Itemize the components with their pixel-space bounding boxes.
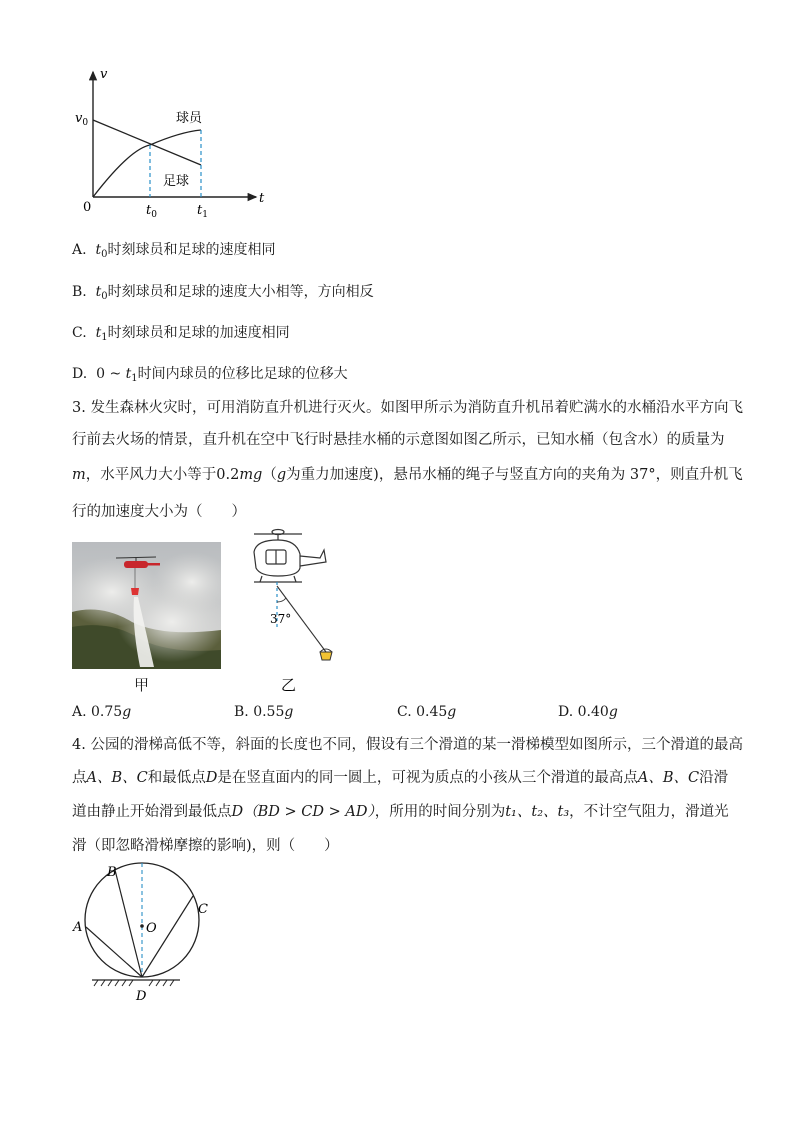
v-axis-label: v: [100, 67, 108, 82]
q3-line-4: 行的加速度大小为（ ）: [72, 504, 246, 520]
ball-line: [93, 120, 201, 165]
helicopter-schematic-icon: [254, 530, 326, 583]
q4-line-4: 滑（即忽略滑梯摩擦的影响)，则（ ）: [72, 838, 339, 854]
q3-line-3: m，水平风力大小等于0.2mg（g为重力加速度)，悬吊水桶的绳子与竖直方向的夹角为 37°，则直升机飞: [72, 467, 743, 483]
label-d: D: [136, 989, 147, 1004]
t1-label: $t_1$: [197, 203, 208, 220]
t0-label: $t_0$: [146, 203, 157, 220]
label-b: B: [107, 865, 117, 880]
q3-option-c[interactable]: C. 0.45g: [397, 704, 457, 720]
fig-b-label: 乙: [281, 676, 297, 694]
q4-line-3: 道由静止开始滑到最低点D（BD > CD > AD），所用的时间分别为t₁、t₂、t₃，不计空气阻力，滑道光: [72, 804, 729, 820]
label-a: A: [73, 920, 83, 935]
q3-line-2: 行前去火场的情景，直升机在空中飞行时悬挂水桶的示意图如图乙所示，已知水桶（包含水）的质量为: [72, 432, 725, 448]
label-o: O: [146, 921, 157, 936]
q2-option-d[interactable]: D. 0 ~ $t_1$时间内球员的位移比足球的位移大: [72, 366, 348, 384]
q4-line-1: 4. 公园的滑梯高低不等，斜面的长度也不同，假设有三个滑道的某一滑梯模型如图所示，三个滑道的最高: [72, 737, 743, 753]
q3-option-b[interactable]: B. 0.55g: [234, 704, 294, 720]
fig-a-label: 甲: [134, 676, 150, 694]
bucket-icon: [320, 652, 332, 660]
angle-label: 37°: [270, 612, 292, 626]
chord-cd: [142, 896, 193, 977]
slide-circle-diagram: [70, 860, 220, 1010]
q3-option-a[interactable]: A. 0.75g: [72, 704, 132, 720]
q2-option-c[interactable]: C. $t_1$时刻球员和足球的加速度相同: [72, 325, 290, 343]
angle-arc: [277, 598, 286, 602]
helicopter-photo: [72, 542, 221, 669]
vt-graph: [70, 64, 270, 224]
player-label: 球员: [176, 111, 203, 126]
t-axis-label: t: [259, 191, 265, 206]
label-c: C: [198, 902, 208, 917]
origin-label: 0: [83, 200, 92, 215]
v0-label: $v_0$: [75, 111, 89, 128]
chord-bd: [115, 870, 142, 977]
ground-hatching: [94, 980, 174, 986]
q2-option-b[interactable]: B. $t_0$时刻球员和足球的速度大小相等，方向相反: [72, 284, 374, 302]
q3-option-d[interactable]: D. 0.40g: [558, 704, 618, 720]
ball-label: 足球: [163, 174, 190, 189]
q2-option-a[interactable]: A. $t_0$时刻球员和足球的速度相同: [72, 242, 276, 260]
q4-line-2: 点A、B、C和最低点D是在竖直面内的同一圆上，可视为质点的小孩从三个滑道的最高点A、B、C沿滑: [72, 770, 729, 786]
helicopter-diagram: [240, 528, 350, 696]
q3-line-1: 3. 发生森林火灾时，可用消防直升机进行灭火。如图甲所示为消防直升机吊着贮满水的水桶沿水平方向飞: [72, 400, 743, 416]
center-dot: [140, 924, 144, 928]
